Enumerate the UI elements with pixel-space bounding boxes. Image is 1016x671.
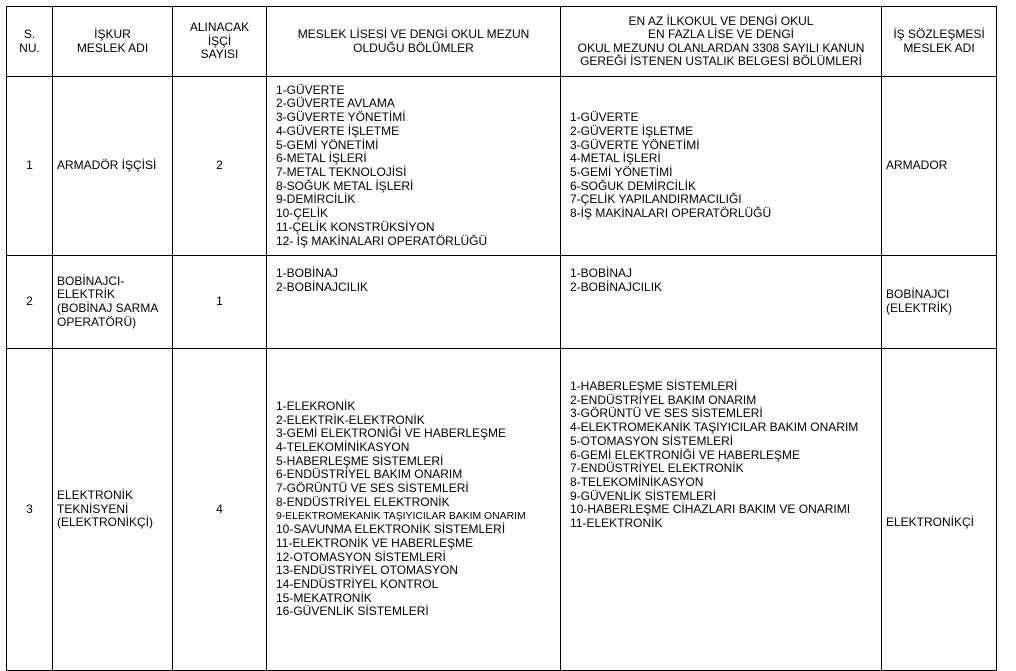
table-row bbox=[7, 349, 997, 671]
lise-list: 1-ELEKRONİK 2-ELEKTRİK-ELEKTRONİK 3-GEMİ ELEKTRONİĞİ VE HABERLEŞME 4-TELEKOMİNİKASYON 5-HABERLEŞME SİSTEMLERİ 6-ENDÜSTRİYEL BAKIM ONARIM 7-GÖRÜNTÜ VE SES SİSTEMLERİ 8-ENDÜSTRİYEL ELEKTRONİK 9-ELEKTROMEKANİK TAŞIYICILAR BAKIM ONARIM 10-SAVUNMA ELEKTRONİK SİSTEMLERİ 11-ELEKTRONİK VE HABERLEŞME 12-OTOMASYON SİSTEMLERİ 13-ENDÜSTRİYEL OTOMASYON 14-ENDÜSTRİYEL KONTROL 15-MEKATRONİK 16-GÜVENLİK SİSTEMLERİ bbox=[267, 349, 561, 671]
ilkokul-list: 1-GÜVERTE 2-GÜVERTE İŞLETME 3-GÜVERTE YÖNETİMİ 4-METAL İŞLERİ 5-GEMİ YÖNETİMİ 6-SOĞUK DEMİRCİLİK 7-ÇELİK YAPILANDIRMACILIĞI 8-İŞ MAKİNALARI OPERATÖRLÜĞÜ bbox=[561, 77, 882, 256]
lise-list: 1-GÜVERTE 2-GÜVERTE AVLAMA 3-GÜVERTE YÖNETİMİ 4-GÜVERTE İŞLETME 5-GEMİ YÖNETİMİ 6-METAL İŞLERİ 7-METAL TEKNOLOJİSİ 8-SOĞUK METAL İŞLERİ 9-DEMİRCİLİK 10-ÇELİK 11-ÇELİK KONSTRÜKSİYON 12- İŞ MAKİNALARI OPERATÖRLÜĞÜ bbox=[267, 77, 561, 256]
lise-list: 1-BOBİNAJ 2-BOBİNAJCILIK bbox=[267, 256, 561, 349]
header-sayi: ALINACAK İŞÇİ SAYISI bbox=[173, 7, 267, 77]
header-ilkokul: EN AZ İLKOKUL VE DENGİ OKUL EN FAZLA LİSE VE DENGİ OKUL MEZUNU OLANLARDAN 3308 SAYILI KANUN GEREĞİ İSTENEN USTALIK BELGESİ BÖLÜMLERİ bbox=[561, 7, 882, 77]
header-lise: MESLEK LİSESİ VE DENGİ OKUL MEZUN OLDUĞU BÖLÜMLER bbox=[267, 7, 561, 77]
header-sozlesme: İŞ SÖZLEŞMESİ MESLEK ADI bbox=[882, 7, 997, 77]
sozlesme-cell: ELEKTRONİKÇİ bbox=[882, 349, 997, 671]
header-meslek: İŞKUR MESLEK ADI bbox=[53, 7, 173, 77]
sozlesme-cell: BOBİNAJCI (ELEKTRİK) bbox=[882, 256, 997, 349]
header-row bbox=[7, 7, 997, 77]
header-sno: S. NU. bbox=[7, 7, 53, 77]
table-row bbox=[7, 256, 997, 349]
sayi-cell: 2 bbox=[173, 77, 267, 256]
row-number: 1 bbox=[7, 77, 53, 256]
sayi-cell: 4 bbox=[173, 349, 267, 671]
requirements-table bbox=[6, 6, 997, 671]
meslek-cell: BOBİNAJCI- ELEKTRİK (BOBİNAJ SARMA OPERATÖRÜ) bbox=[53, 256, 173, 349]
row-number: 3 bbox=[7, 349, 53, 671]
sozlesme-cell: ARMADOR bbox=[882, 77, 997, 256]
sayi-cell: 1 bbox=[173, 256, 267, 349]
meslek-cell: ARMADÖR İŞÇİSİ bbox=[53, 77, 173, 256]
meslek-cell: ELEKTRONİK TEKNİSYENİ (ELEKTRONİKÇİ) bbox=[53, 349, 173, 671]
ilkokul-list: 1-BOBİNAJ 2-BOBİNAJCILIK bbox=[561, 256, 882, 349]
ilkokul-list: 1-HABERLEŞME SİSTEMLERİ 2-ENDÜSTRİYEL BAKIM ONARIM 3-GÖRÜNTÜ VE SES SİSTEMLERİ 4-ELEKTROMEKANİK TAŞIYICILAR BAKIM ONARIM 5-OTOMASYON SİSTEMLERİ 6-GEMİ ELEKTRONİĞİ VE HABERLEŞME 7-ENDÜSTRİYEL ELEKTRONİK 8-TELEKOMİNİKASYON 9-GÜVENLİK SİSTEMLERİ 10-HABERLEŞME CİHAZLARI BAKIM VE ONARIMI 11-ELEKTRONİK bbox=[561, 349, 882, 671]
table-row bbox=[7, 77, 997, 256]
row-number: 2 bbox=[7, 256, 53, 349]
